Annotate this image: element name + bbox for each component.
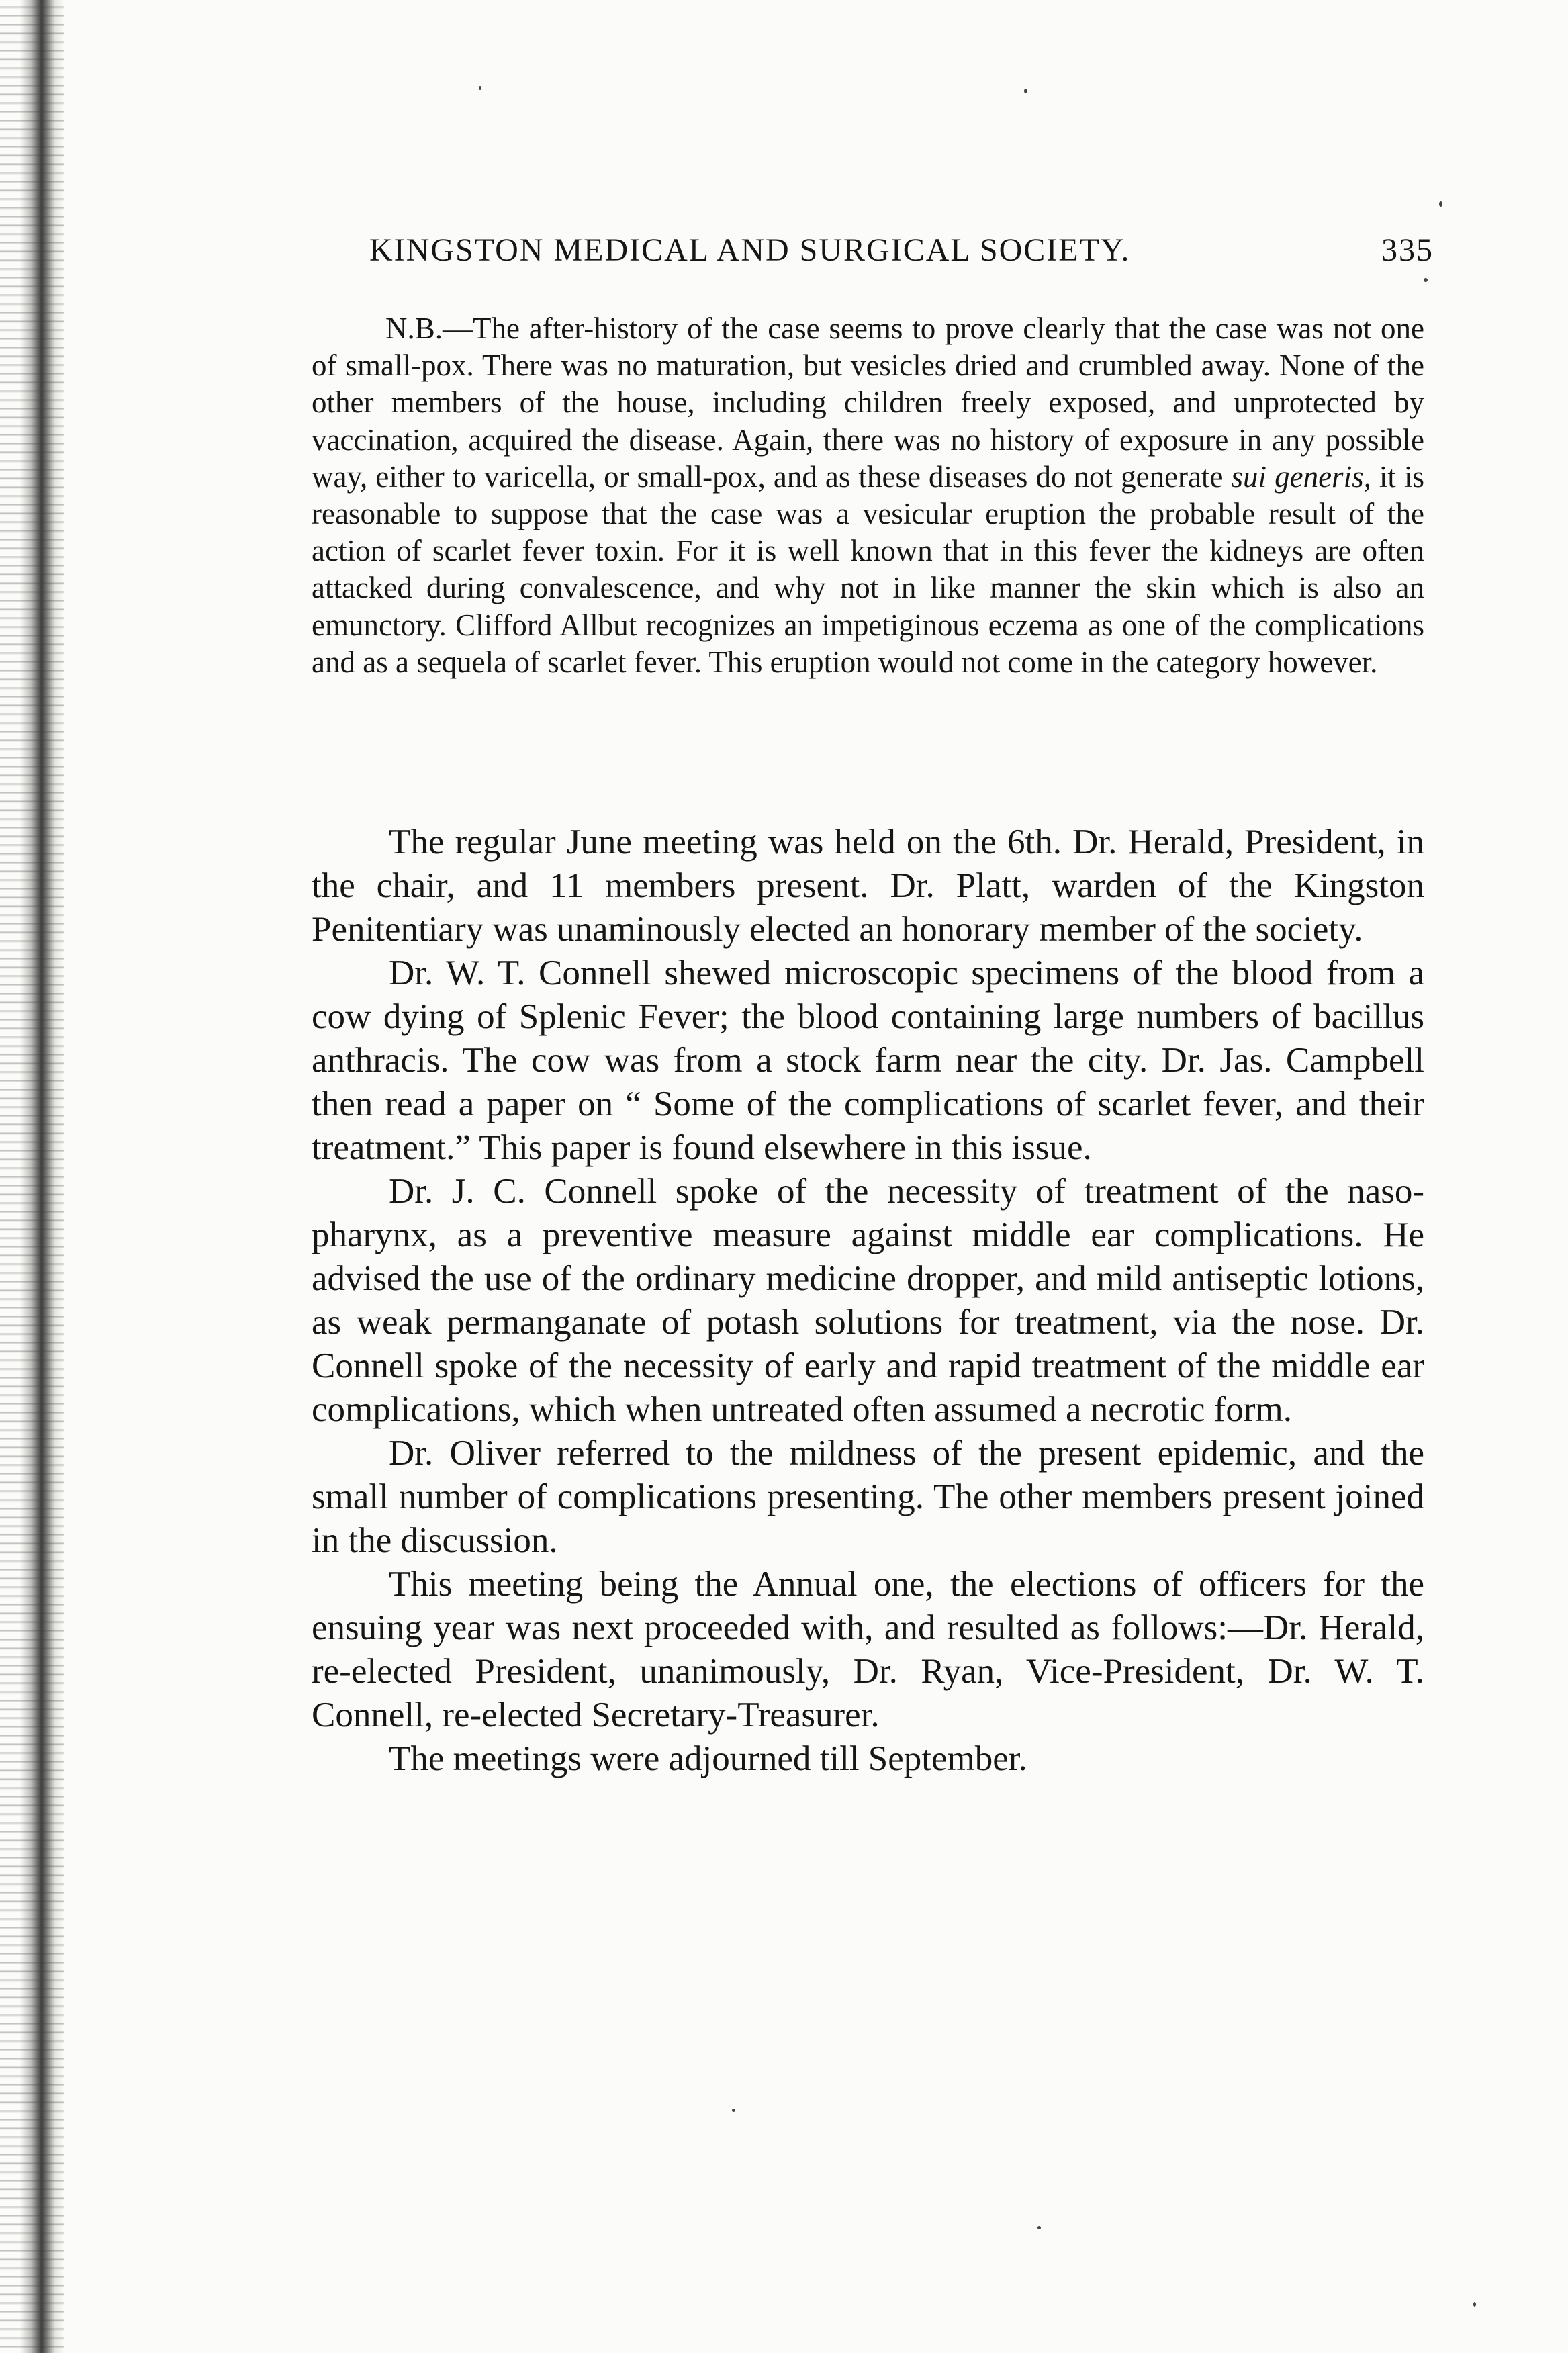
paragraph-connell-specimens: Dr. W. T. Connell shewed microscopic specimens of the blood from a cow dying of Splenic Fever; the blood containing large numbers of bacillus anthracis. The cow was from a stock farm near the city. Dr. Jas. Campbell then read a paper on “ Some of the complications of scarlet fever, and their treatment.” This paper is found elsewhere in this issue.: [312, 954, 1424, 1167]
paragraph-jc-connell-remarks: Dr. J. C. Connell spoke of the necessity of treatment of the naso-pharynx, as a preventive measure against middle ear complications. He advised the use of the ordinary medicine dropper, and mild antiseptic lotions, as weak permanganate of potash solutions for treatment, via the nose. Dr. Connell spoke of the necessity of early and rapid treatment of the middle ear complications, which when untreated often assumed a necrotic form.: [312, 1172, 1424, 1429]
note-text-before: N.B.—The after-history of the case seems to prove clearly that the case was not one of small-pox. There was no maturation, but vesicles dried and crumbled away. None of the other members of the house, including children freely exposed, and unprotected by vaccination, acquired the disease. Again, there was no history of exposure in any possible way, either to varicella, or small-pox, and as these diseases do not generate: [312, 312, 1424, 494]
running-header: [369, 232, 1434, 269]
meeting-report: [312, 821, 1424, 1781]
scan-binding-edge: [0, 0, 64, 2353]
paragraph-oliver-remarks: Dr. Oliver referred to the mildness of the present epidemic, and the small number of complications presenting. The other members present joined in the discussion.: [312, 1434, 1424, 1560]
paragraph-june-meeting: The regular June meeting was held on the 6th. Dr. Herald, President, in the chair, and 11 members present. Dr. Platt, warden of the Kingston Penitentiary was unaminously elected an honorary member of the society.: [312, 823, 1424, 949]
page-number: 335: [1381, 232, 1434, 268]
note-italic-phrase: sui generis,: [1231, 459, 1371, 494]
note-text-after: it is reasonable to suppose that the case was a vesicular eruption the probable result of the action of scarlet fever toxin. For it is well known that in this fever the kidneys are often attacked during convalescence, and why not in like manner the skin which is also an emunctory. Clifford Allbut recognizes an impetiginous eczema as one of the complications and as a sequela of scarlet fever. This eruption would not come in the category however.: [312, 459, 1424, 679]
paragraph-elections: This meeting being the Annual one, the elections of officers for the ensuing year was next proceeded with, and resulted as follows:—Dr. Herald, re-elected President, unanimously, Dr. Ryan, Vice-President, Dr. W. T. Connell, re-elected Secretary-Treasurer.: [312, 1565, 1424, 1735]
nb-note-paragraph: [312, 310, 1424, 681]
journal-section-title: KINGSTON MEDICAL AND SURGICAL SOCIETY.: [369, 232, 1131, 268]
paragraph-adjournment: The meetings were adjourned till September.: [389, 1739, 1027, 1778]
